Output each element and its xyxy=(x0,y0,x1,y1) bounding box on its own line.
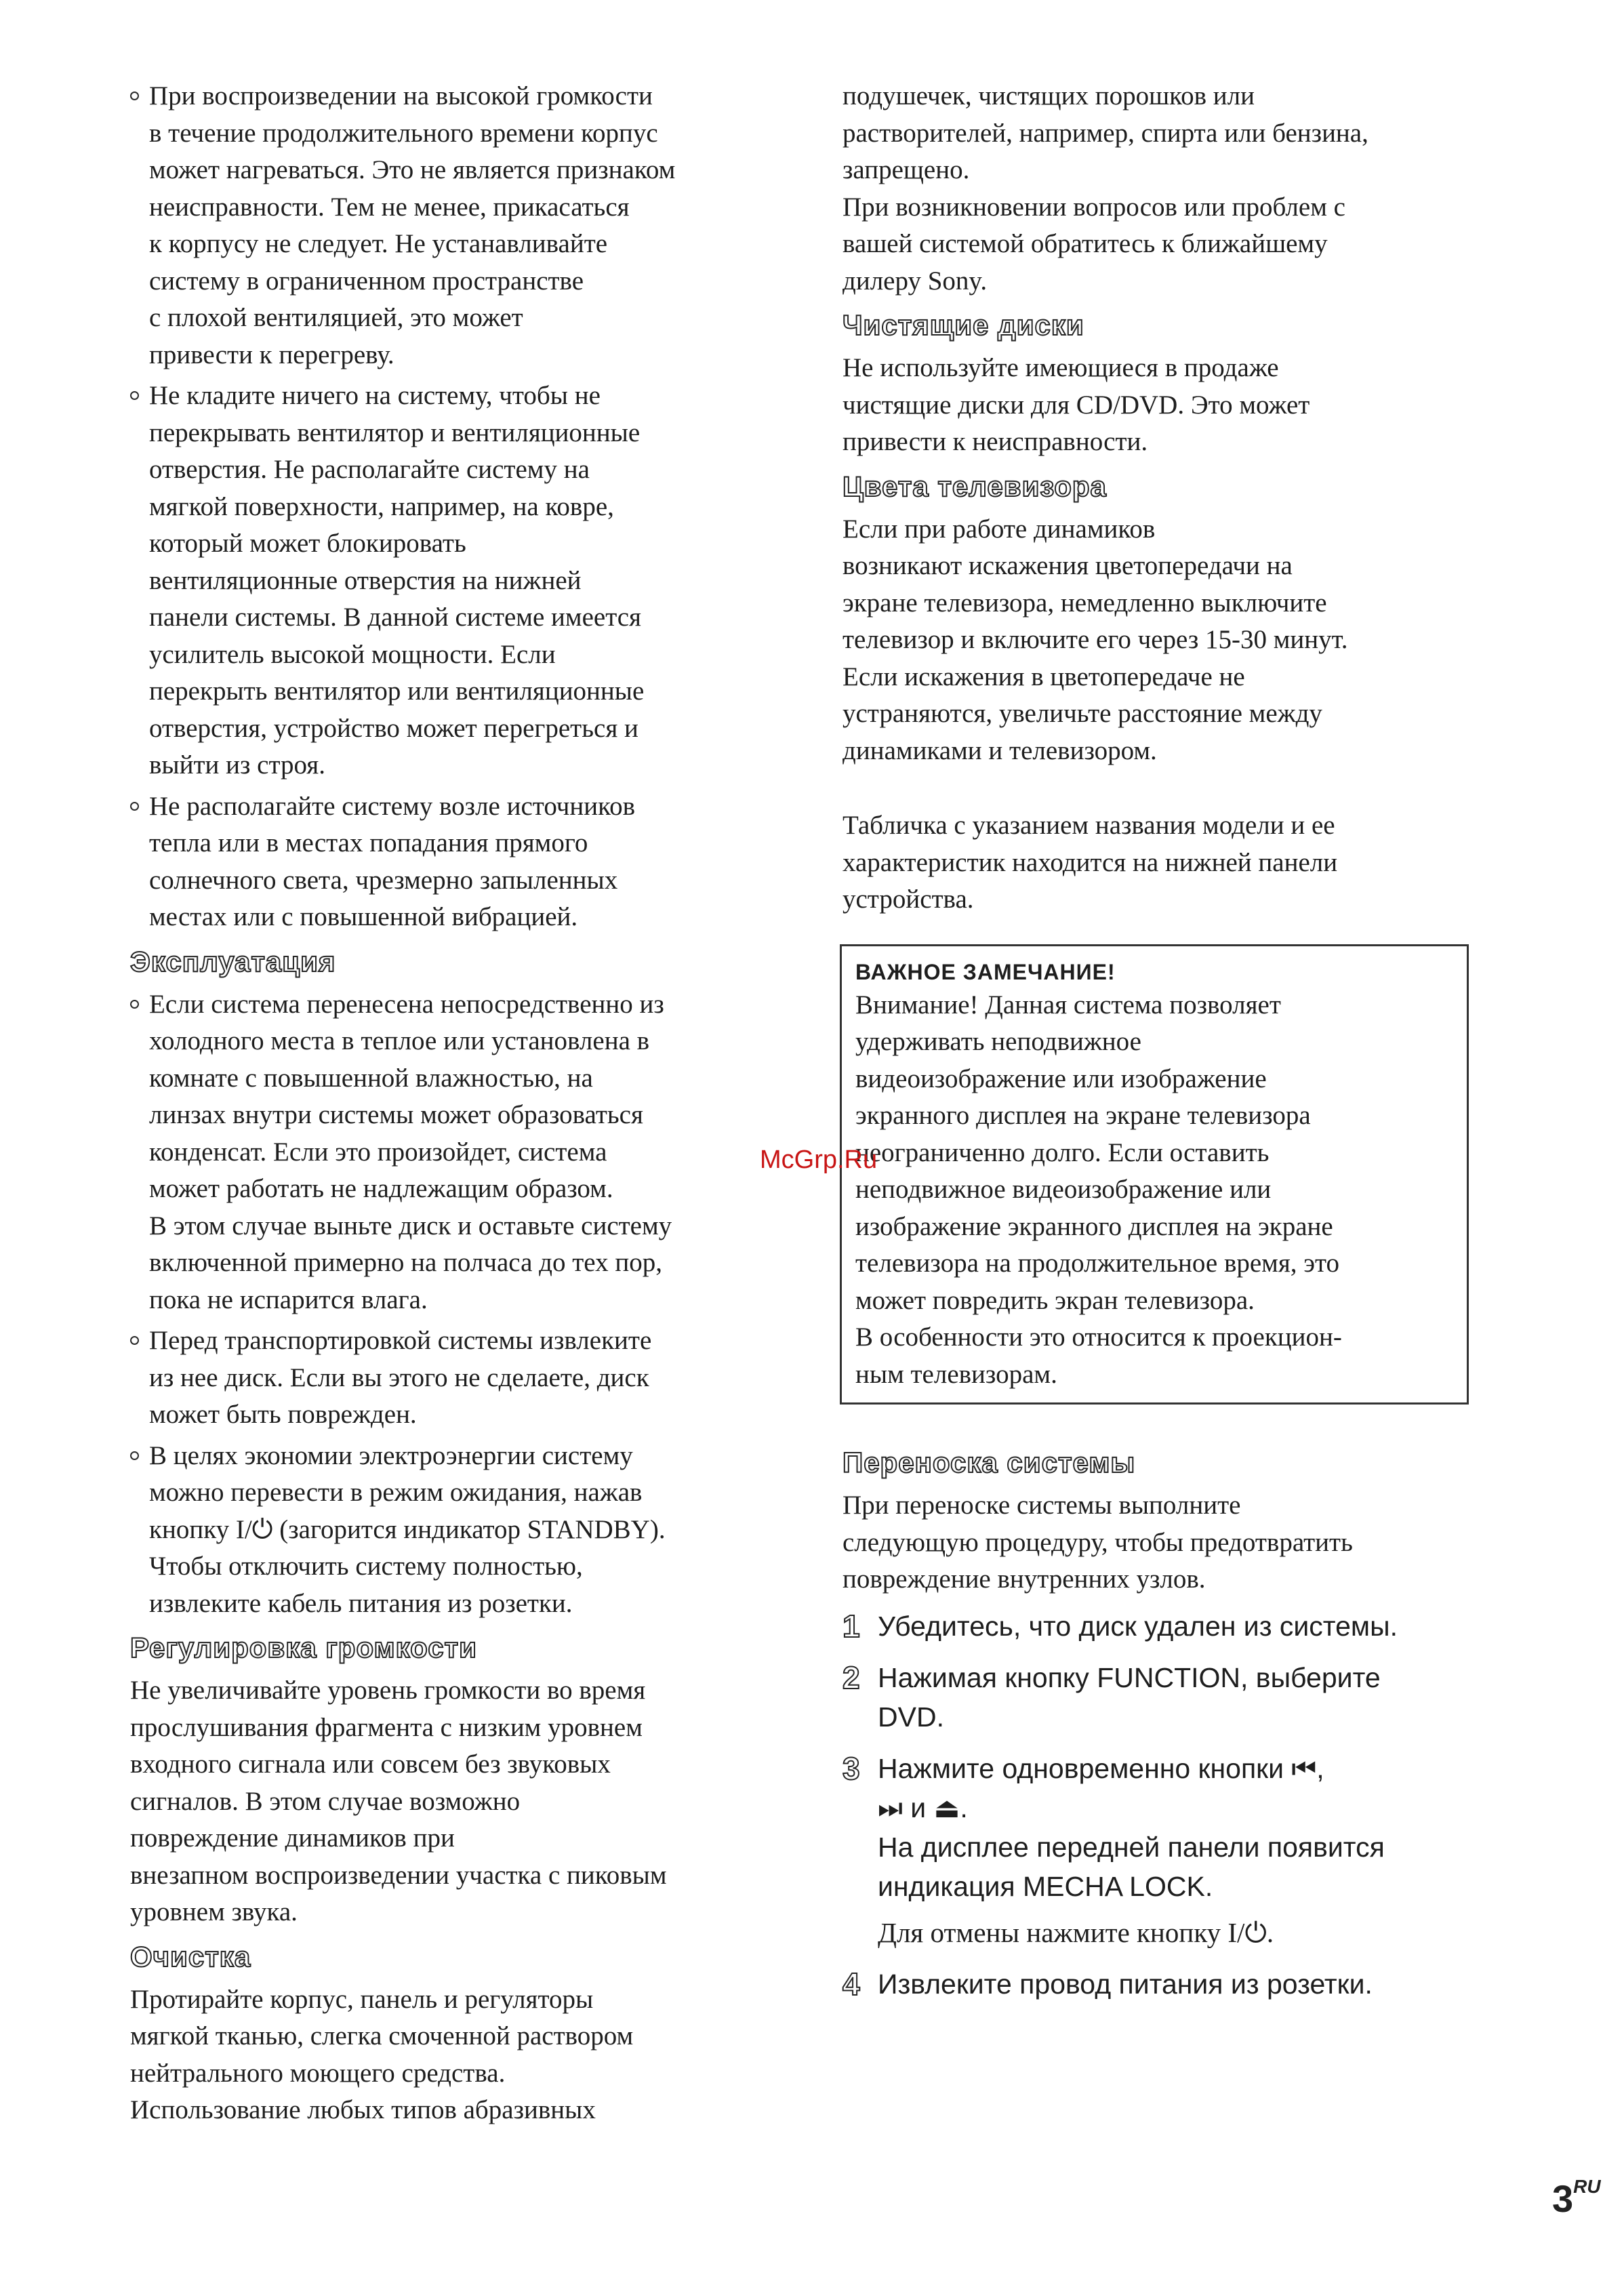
text-line: в течение продолжительного времени корпус xyxy=(149,118,658,148)
text-line: В этом случае выньте диск и оставьте систему xyxy=(149,1211,672,1240)
text-line: который может блокировать xyxy=(149,529,466,558)
text-line: экранного дисплея на экране телевизора xyxy=(855,1101,1311,1130)
text-line: телевизора на продолжительное время, это xyxy=(855,1249,1340,1278)
text-line: может быть поврежден. xyxy=(149,1400,417,1429)
text-line: Чтобы отключить систему полностью, xyxy=(149,1552,583,1581)
step-number: 3 xyxy=(843,1750,860,1786)
text-line: Если искажения в цветопередаче не xyxy=(843,662,1245,691)
text-line: растворителей, например, спирта или бензина, xyxy=(843,118,1368,148)
text-line: В целях экономии электроэнергии систему xyxy=(149,1440,633,1470)
text-line: Если система перенесена непосредственно из xyxy=(149,989,664,1019)
bullet-icon xyxy=(130,802,139,811)
paragraph-volume xyxy=(130,1672,781,1931)
text-line: неограниченно долго. Если оставить xyxy=(855,1137,1270,1167)
paragraph-cleaning-continued xyxy=(843,78,1493,300)
paragraph-cleaning xyxy=(130,1981,781,2129)
text-line: Нажимая кнопку FUNCTION, выберите xyxy=(878,1661,1381,1693)
text-line: местах или с повышенной вибрацией. xyxy=(149,902,578,931)
text-line: дилеру Sony. xyxy=(843,266,988,296)
text-line: повреждение внутренних узлов. xyxy=(843,1564,1206,1594)
text-line: перекрыть вентилятор или вентиляционные xyxy=(149,676,645,706)
text-line: конденсат. Если это произойдет, система xyxy=(149,1137,607,1167)
bullet-item xyxy=(130,78,781,373)
text-line: из нее диск. Если вы этого не сделаете, диск xyxy=(149,1362,649,1392)
bullet-item xyxy=(130,986,781,1319)
text-line: изображение экранного дисплея на экране xyxy=(855,1211,1333,1241)
bullet-item xyxy=(130,1438,781,1623)
text-line: запрещено. xyxy=(843,155,970,184)
left-column xyxy=(130,78,781,2129)
bullet-list-safety xyxy=(130,78,781,936)
text-line: Использование любых типов абразивных xyxy=(130,2095,596,2124)
bullet-item xyxy=(130,788,781,936)
text-line: может работать не надлежащим образом. xyxy=(149,1174,613,1203)
text-line: экране телевизора, немедленно выключите xyxy=(843,588,1327,618)
bullet-icon xyxy=(130,1000,139,1009)
text-line: ⏭ и ⏏. xyxy=(878,1792,968,1823)
text-line: Нажмите одновременно кнопки ⏮, xyxy=(878,1752,1324,1784)
text-line: чистящие диски для CD/DVD. Это может xyxy=(843,390,1310,420)
text-line: устройства. xyxy=(843,885,974,914)
bullet-icon xyxy=(130,1336,139,1345)
text-line: усилитель высокой мощности. Если xyxy=(149,639,556,669)
text-line: кнопку I/⏻ (загорится индикатор STANDBY). xyxy=(149,1514,666,1544)
text-line: ным телевизорам. xyxy=(855,1359,1057,1389)
text-line: систему в ограниченном пространстве xyxy=(149,266,584,296)
text-line: пока не испарится влага. xyxy=(149,1285,428,1314)
text-line: отверстия, устройство может перегреться и xyxy=(149,713,638,743)
heading-tv-colors: Цвета телевизора xyxy=(843,470,1107,502)
bullet-icon xyxy=(130,1451,139,1460)
step-number: 1 xyxy=(843,1608,860,1644)
text-line: повреждение динамиков при xyxy=(130,1823,455,1853)
text-line: удерживать неподвижное xyxy=(855,1027,1141,1056)
step-item xyxy=(843,1749,1493,1952)
bullet-list-exploitation xyxy=(130,986,781,1623)
text-line: линзах внутри системы может образоваться xyxy=(149,1100,643,1129)
text-line: входного сигнала или совсем без звуковых xyxy=(130,1750,611,1779)
paragraph-cleaning-discs xyxy=(843,350,1493,461)
text-line: DVD. xyxy=(878,1701,944,1733)
heading-cleaning-discs: Чистящие диски xyxy=(843,309,1084,341)
text-line: с плохой вентиляцией, это может xyxy=(149,303,523,332)
text-line: прослушивания фрагмента с низким уровнем xyxy=(130,1712,643,1742)
text-line: индикация MECHA LOCK. xyxy=(878,1870,1213,1902)
text-line: Перед транспортировкой системы извлеките xyxy=(149,1326,652,1355)
bullet-item xyxy=(130,1322,781,1434)
text-line: Не кладите ничего на систему, чтобы не xyxy=(149,381,601,410)
text-line: отверстия. Не располагайте систему на xyxy=(149,455,590,484)
text-line: Извлеките провод питания из розетки. xyxy=(878,1968,1373,2000)
text-line: устраняются, увеличьте расстояние между xyxy=(843,699,1322,728)
text-line: к корпусу не следует. Не устанавливайте xyxy=(149,229,608,258)
transport-steps xyxy=(843,1607,1493,2004)
step-number: 2 xyxy=(843,1659,860,1695)
text-line: неподвижное видеоизображение или xyxy=(855,1175,1272,1204)
text-line: мягкой поверхности, например, на ковре, xyxy=(149,491,614,521)
important-notice-text xyxy=(855,987,1452,1394)
text-line: Если при работе динамиков xyxy=(843,514,1156,544)
text-line: телевизор и включите его через 15-30 минут. xyxy=(843,625,1348,654)
text-line: может нагреваться. Это не является признаком xyxy=(149,155,676,184)
step-number: 4 xyxy=(843,1966,860,2002)
text-line: тепла или в местах попадания прямого xyxy=(149,828,588,857)
text-line: нейтрального моющего средства. xyxy=(130,2058,506,2088)
text-line: привести к перегреву. xyxy=(149,340,394,369)
text-line: Убедитесь, что диск удален из системы. xyxy=(878,1610,1398,1642)
text-line: При воспроизведении на высокой громкости xyxy=(149,81,653,110)
text-line: динамиками и телевизором. xyxy=(843,735,1157,765)
text-line: сигналов. В этом случае возможно xyxy=(130,1786,521,1816)
paragraph-transport xyxy=(843,1487,1493,1598)
text-line: уровнем звука. xyxy=(130,1897,298,1926)
text-line: следующую процедуру, чтобы предотвратить xyxy=(843,1527,1353,1557)
paragraph-tv-colors xyxy=(843,511,1493,770)
text-line: внезапном воспроизведении участка с пиковым xyxy=(130,1860,667,1890)
text-line: выйти из строя. xyxy=(149,750,325,780)
text-line: может повредить экран телевизора. xyxy=(855,1285,1255,1315)
page-number: $3^{RU}$ xyxy=(1552,2176,1601,2220)
step-item xyxy=(843,1607,1493,1646)
text-line: холодного места в теплое или установлена в xyxy=(149,1026,650,1055)
text-line: вашей системой обратитесь к ближайшему xyxy=(843,229,1328,258)
bullet-icon xyxy=(130,391,139,400)
page-lang: RU xyxy=(1573,2176,1601,2197)
text-line: можно перевести в режим ожидания, нажав xyxy=(149,1478,643,1507)
heading-transport: Переноска системы xyxy=(843,1447,1136,1478)
step-item xyxy=(843,1964,1493,2004)
text-line: возникают искажения цветопередачи на xyxy=(843,551,1293,580)
text-line: При переноске системы выполните xyxy=(843,1491,1241,1520)
watermark: McGrp.Ru xyxy=(760,1146,878,1174)
heading-volume: Регулировка громкости xyxy=(130,1632,477,1663)
heading-cleaning: Очистка xyxy=(130,1940,251,1973)
bullet-item xyxy=(130,378,781,784)
important-notice-box xyxy=(840,944,1469,1405)
heading-exploitation: Эксплуатация xyxy=(130,945,336,977)
text-line: видеоизображение или изображение xyxy=(855,1064,1267,1093)
text-line: привести к неисправности. xyxy=(843,427,1148,456)
text-line: При возникновении вопросов или проблем с xyxy=(843,192,1345,222)
important-notice-title: ВАЖНОЕ ЗАМЕЧАНИЕ! xyxy=(855,959,1116,984)
text-line: вентиляционные отверстия на нижней xyxy=(149,565,582,595)
bullet-icon xyxy=(130,92,139,100)
text-line: Внимание! Данная система позволяет xyxy=(855,990,1281,1019)
text-line: В особенности это относится к проекцион- xyxy=(855,1322,1342,1352)
text-line: солнечного света, чрезмерно запыленных xyxy=(149,865,618,895)
text-line: перекрывать вентилятор и вентиляционные xyxy=(149,418,641,447)
text-line: извлеките кабель питания из розетки. xyxy=(149,1588,573,1618)
text-line: Не располагайте систему возле источников xyxy=(149,791,636,821)
text-line: подушечек, чистящих порошков или xyxy=(843,81,1255,110)
step-item xyxy=(843,1658,1493,1737)
text-line: мягкой тканью, слегка смоченной раствором xyxy=(130,2021,634,2050)
text-line: Протирайте корпус, панель и регуляторы xyxy=(130,1984,594,2014)
text-line: Не используйте имеющиеся в продаже xyxy=(843,353,1279,382)
text-line: характеристик находится на нижней панели xyxy=(843,847,1338,877)
text-line: панели системы. В данной системе имеется xyxy=(149,603,641,632)
text-line: На дисплее передней панели появится xyxy=(878,1831,1385,1863)
text-line: Табличка с указанием названия модели и ее xyxy=(843,811,1335,840)
text-line: включенной примерно на полчаса до тех пор, xyxy=(149,1248,662,1277)
right-column xyxy=(843,78,1493,2016)
text-line: комнате с повышенной влажностью, на xyxy=(149,1063,593,1093)
step-note: Для отмены нажмите кнопку I/⏻. xyxy=(878,1916,1274,1948)
text-line: Не увеличивайте уровень громкости во время xyxy=(130,1676,646,1705)
text-line: неисправности. Тем не менее, прикасаться xyxy=(149,192,630,222)
paragraph-model-label xyxy=(843,807,1493,918)
